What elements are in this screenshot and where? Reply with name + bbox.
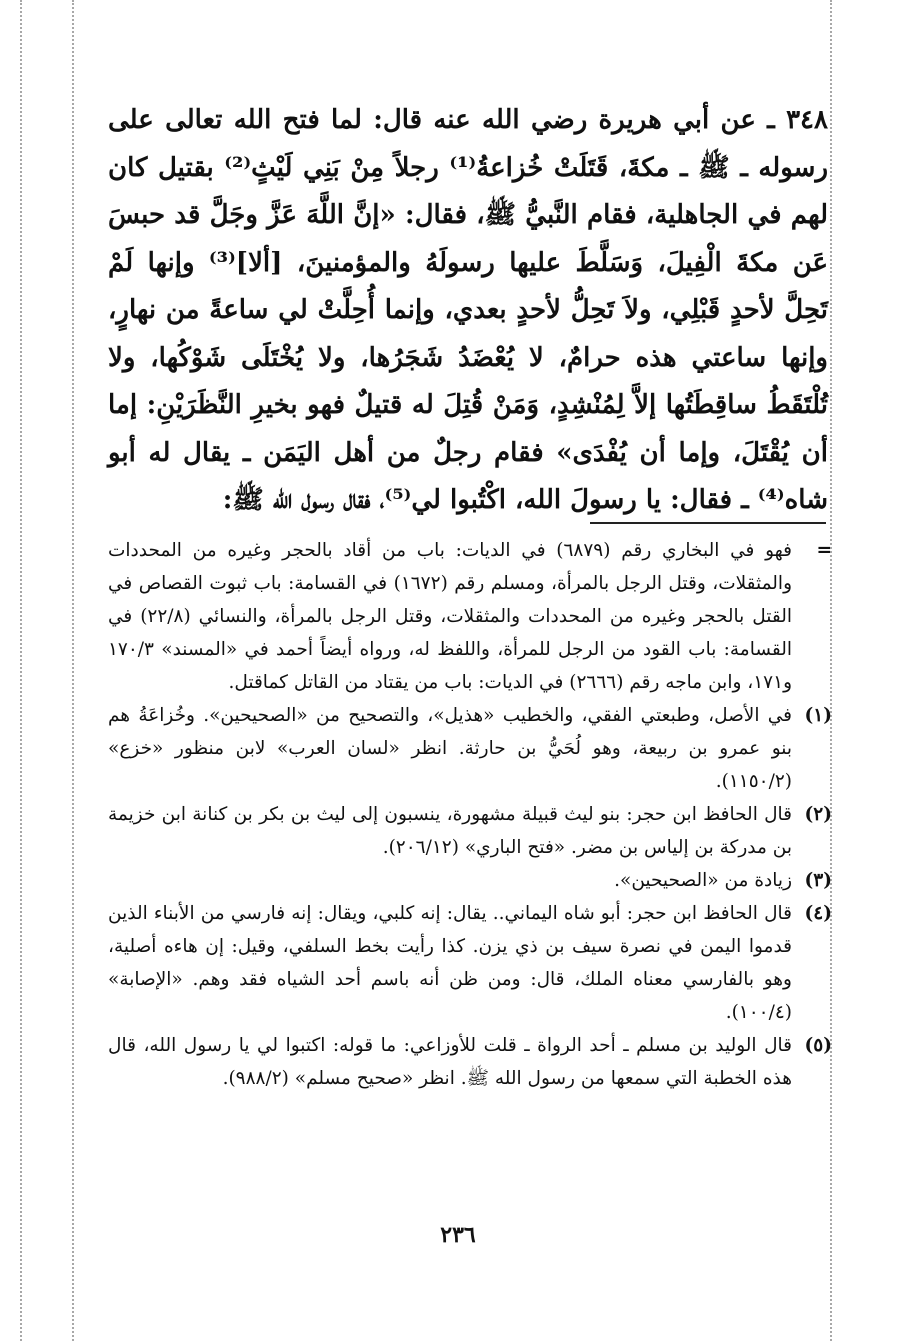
footnote-number: (٢) — [804, 804, 832, 825]
footnote-text: زيادة من «الصحيحين». — [614, 870, 792, 891]
footnote-4 — [108, 897, 832, 1029]
footnote-separator — [590, 522, 826, 524]
footnote-3 — [108, 864, 832, 897]
footnote-number: (٥) — [804, 1035, 832, 1056]
dotted-margin-guide — [72, 0, 74, 1341]
footnote-5 — [108, 1029, 832, 1095]
footnotes — [108, 534, 832, 1095]
footnote-text: قال الوليد بن مسلم ـ أحد الرواة ـ قلت للأوزاعي: ما قوله: اكتبوا لي يا رسول الله، قال هذه الخطبة التي سمعها من رسول الله ﷺ. انظر «صحيح مسلم» (٩٨٨/٢). — [108, 1035, 792, 1089]
footnote-text: فهو في البخاري رقم (٦٨٧٩) في الديات: باب من أقاد بالحجر وغيره من المحددات والمثقلات، وقتل الرجل بالمرأة، ومسلم رقم (١٦٧٢) في القسامة: باب ثبوت القصاص في القتل بالحجر وغيره من المحددات والمثقلات، وقتل الرجل بالمرأة، والنسائي (٢٢/٨) في القسامة: باب القود من الرجل للمرأة، واللفظ له، ورواه أيضاً أحمد في «المسند» ١٧٠/٣ و١٧١، وابن ماجه رقم (٢٦٦٦) في الديات: باب من يقتاد من القاتل كماقتل. — [108, 540, 792, 693]
hadith-text: ٣٤٨ ـ عن أبي هريرة رضي الله عنه قال: لما فتح الله تعالى على رسوله ـ ﷺ ـ مكةَ، قَتَلَتْ خُزاعةُ⁽¹⁾ رجلاً مِنْ بَنِي لَيْثٍ⁽²⁾ بقتيل كان لهم في الجاهلية، فقام النَّبيُّ ﷺ، فقال: «إنَّ اللَّهَ عَزَّ وجَلَّ قد حبسَ عَن مكةَ الْفِيلَ، وَسَلَّطَ عليها رسولَهُ والمؤمنينَ، [ألا]⁽³⁾ وإنها لَمْ تَحِلَّ لأحدٍ قَبْلِي، ولاَ تَحِلُّ لأحدٍ بعدي، وإنما أُحِلَّتْ لي ساعةً من نهارٍ، وإنها ساعتي هذه حرامٌ، لا يُعْضَدُ شَجَرُها، ولا يُخْتَلَى شَوْكُها، ولا تُلْتَقَطُ ساقِطَتُها إلاَّ لِمُنْشِدٍ، وَمَنْ قُتِلَ له قتيلٌ فهو بخيرِ النَّظَرَيْنِ: إما أن يُقْتَلَ، وإما أن يُفْدَى» فقام رجلٌ من أهل اليَمَن ـ يقال له أبو شاه⁽⁴⁾ ـ فقال: يا رسولَ الله، اكْتُبوا لي⁽⁵⁾، فقال رسول الله ﷺ: — [108, 105, 829, 515]
footnote-continued — [108, 534, 832, 699]
footnote-number: (٤) — [804, 903, 832, 924]
footnote-1 — [108, 699, 832, 798]
footnote-text: قال الحافظ ابن حجر: أبو شاه اليماني.. يقال: إنه كلبي، ويقال: إنه فارسي من الأبناء الذين قدموا اليمن في نصرة سيف بن ذي يزن. كذا رأيت بخط السلفي، وقيل: إن هاءه أصلية، وهو بالفارسي معناه الملك، قال: ومن ظن أنه باسم أحد الشياه فقد وهم. «الإصابة» (١٠٠/٤). — [108, 903, 792, 1023]
footnote-text: في الأصل، وطبعتي الفقي، والخطيب «هذيل»، والتصحيح من «الصحيحين». وخُزاعَةُ هم بنو عمرو بن ربيعة، وهو لُحَيُّ بن حارثة. انظر «لسان العرب» لابن منظور «خزع» (١١٥٠/٢). — [108, 705, 792, 792]
footnote-text: قال الحافظ ابن حجر: بنو ليث قبيلة مشهورة، ينسبون إلى ليث بن بكر بن كنانة ابن خزيمة بن مدركة بن إلياس بن مضر. «فتح الباري» (٢٠٦/١٢). — [108, 804, 792, 858]
footnote-2 — [108, 798, 832, 864]
page-number: ٢٣٦ — [440, 1222, 476, 1248]
footnote-number: (٣) — [804, 870, 832, 891]
footnote-number: (١) — [804, 705, 832, 726]
dotted-margin-guide — [20, 0, 22, 1341]
footnote-marker: = — [816, 540, 832, 561]
